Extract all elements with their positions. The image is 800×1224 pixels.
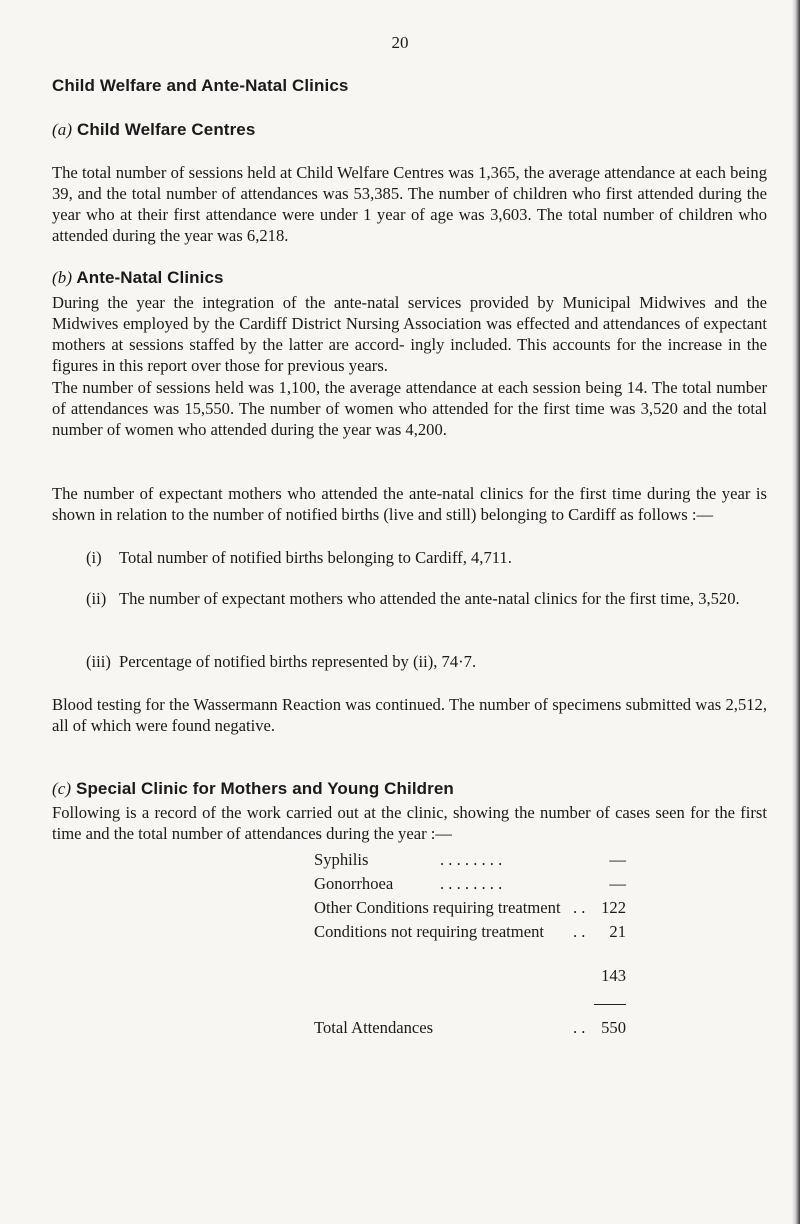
section-c-title: Special Clinic for Mothers and Young Children — [76, 779, 454, 798]
main-heading: Child Welfare and Ante-Natal Clinics — [52, 76, 349, 95]
row-value: — — [609, 850, 626, 869]
total-rule — [594, 1004, 626, 1005]
total-value: 550 — [601, 1018, 626, 1037]
leader-dots: . . . . . . . . — [440, 850, 503, 869]
leader-dots: . . — [573, 1018, 586, 1037]
section-a-paragraph: The total number of sessions held at Child Welfare Centres was 1,365, the average attendance at each being 39, and the total number of attendances was 53,385. The number of children who first attended during the year who at their first attendance were under 1 year of age was 3,603. The total number of children who attended during the year was 6,218. — [52, 163, 767, 245]
list-item-text: Total number of notified births belonging to Cardiff, 4,711. — [119, 548, 512, 567]
section-a-marker: (a) — [52, 120, 73, 139]
section-c-marker: (c) — [52, 779, 72, 798]
list-item-marker: (i) — [86, 548, 102, 567]
row-value: 21 — [609, 922, 626, 941]
section-b-paragraph-2: The number of sessions held was 1,100, the average attendance at each session being 14. The total number of attendances was 15,550. The number of women who attended for the first time was 3,520 and the total number of women who attended during the year was 4,200. — [52, 378, 767, 439]
leader-dots: . . — [573, 898, 586, 917]
table-row — [314, 850, 626, 872]
table-row — [314, 874, 626, 896]
section-b-title: Ante-Natal Clinics — [76, 268, 224, 287]
section-a-heading — [52, 120, 255, 140]
section-c-paragraph: Following is a record of the work carried out at the clinic, showing the number of cases seen for the first time and the total number of attendances during the year :— — [52, 803, 767, 843]
leader-dots: . . . . . . . . — [440, 874, 503, 893]
total-row — [314, 1018, 626, 1040]
subtotal-value: 143 — [601, 966, 626, 985]
row-label: Other Conditions requiring treatment — [314, 898, 561, 917]
table-row — [314, 922, 626, 944]
total-label: Total Attendances — [314, 1018, 434, 1037]
section-b-marker: (b) — [52, 268, 73, 287]
list-item-marker: (ii) — [86, 589, 107, 608]
section-b-paragraph-3: The number of expectant mothers who attended the ante-natal clinics for the first time during the year is shown in relation to the number of notified births (live and still) belonging to Cardiff as follows :— — [52, 484, 767, 524]
row-label: Syphilis — [314, 850, 369, 869]
page-edge-shadow — [792, 0, 800, 1224]
list-item-text: The number of expectant mothers who attended the ante-natal clinics for the first time, 3,520. — [119, 589, 740, 608]
subtotal-row — [314, 966, 626, 988]
row-value: — — [609, 874, 626, 893]
section-b-heading — [52, 268, 224, 288]
row-label: Conditions not requiring treatment — [314, 922, 544, 941]
section-c-heading — [52, 779, 454, 799]
row-value: 122 — [601, 898, 626, 917]
leader-dots: . . — [573, 922, 586, 941]
section-a-title: Child Welfare Centres — [76, 120, 256, 139]
section-b-paragraph-4: Blood testing for the Wassermann Reaction was continued. The number of specimens submitted was 2,512, all of which were found negative. — [52, 695, 767, 735]
page-number: 20 — [391, 33, 409, 52]
list-item-marker: (iii) — [86, 652, 111, 671]
table-row — [314, 898, 626, 920]
list-item-text: Percentage of notified births represented by (ii), 74·7. — [119, 652, 477, 671]
section-b-paragraph-1: During the year the integration of the ante-natal services provided by Municipal Midwives and the Midwives employed by the Cardiff District Nursing Association was effected and attendances of expectant mothers at sessions staffed by the latter are accord- ingly included. This accounts for the increase in the figures in this report over those for previous years. — [52, 293, 767, 375]
row-label: Gonorrhoea — [314, 874, 394, 893]
